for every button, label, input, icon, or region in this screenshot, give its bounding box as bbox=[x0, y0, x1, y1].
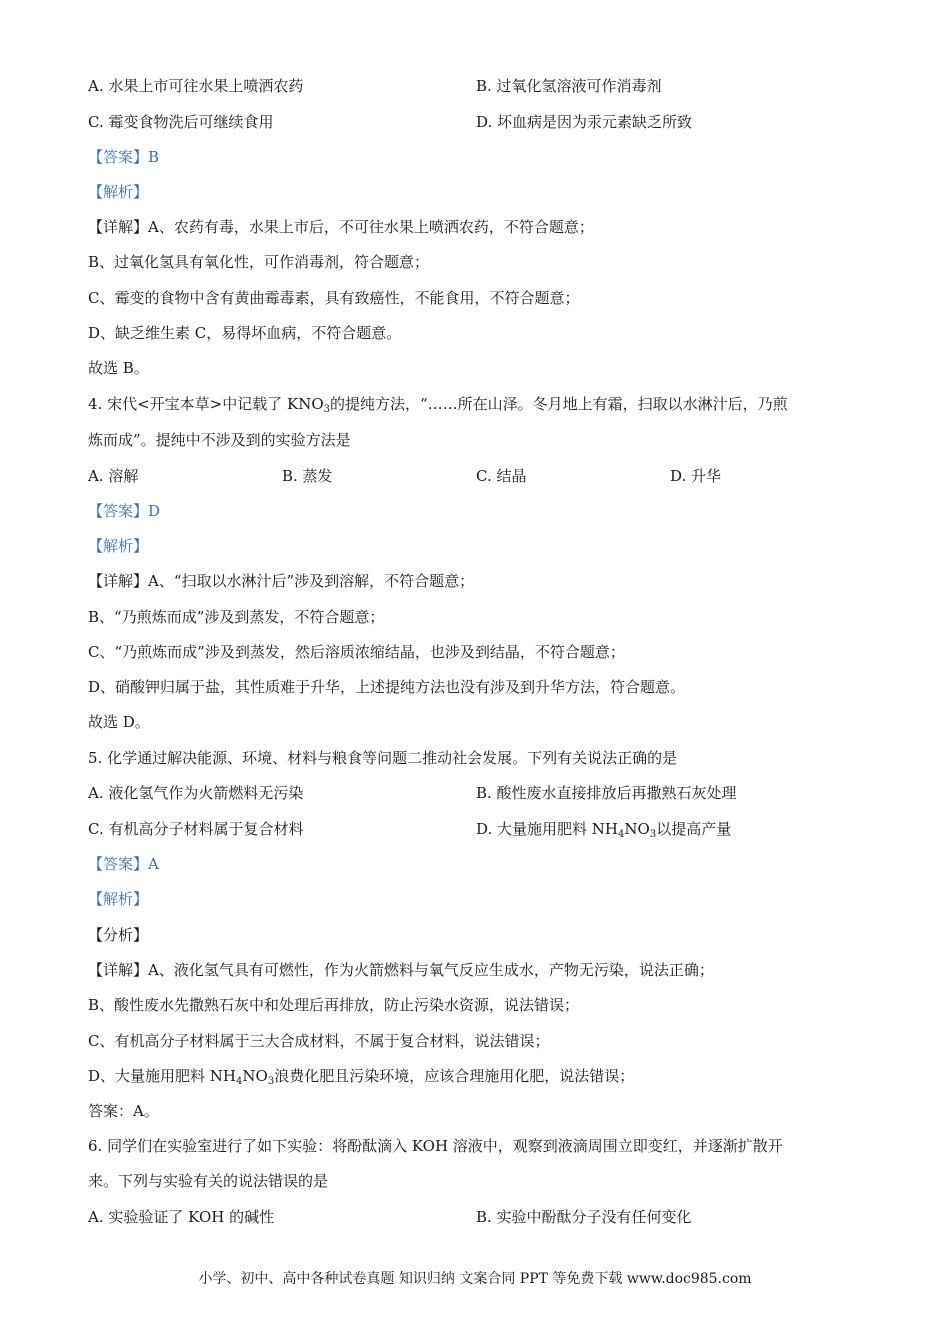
q4-option-b: B. 蒸发 bbox=[282, 467, 333, 485]
q5-detail-line: C、有机高分子材料属于三大合成材料，不属于复合材料，说法错误； bbox=[88, 1032, 550, 1050]
q5-option-d-post: 以提高产量 bbox=[656, 820, 732, 838]
q5-detail4-mid: NO bbox=[242, 1067, 268, 1085]
q5-option-a: A. 液化氢气作为火箭燃料无污染 bbox=[88, 784, 304, 802]
q4-stem-line2: 炼而成”。提纯中不涉及到的实验方法是 bbox=[88, 431, 351, 449]
q6-stem-line2: 来。下列与实验有关的说法错误的是 bbox=[88, 1172, 329, 1190]
q5-detail4-sub: 4 bbox=[236, 1076, 243, 1087]
q3-option-d: D. 坏血病是因为汞元素缺乏所致 bbox=[476, 113, 693, 131]
q5-stem: 5. 化学通过解决能源、环境、材料与粮食等问题二推动社会发展。下列有关说法正确的是 bbox=[88, 749, 678, 767]
q3-detail-line: 【详解】A、农药有毒，水果上市后，不可往水果上喷洒农药，不符合题意； bbox=[88, 218, 594, 236]
q5-option-d-pre: D. 大量施用肥料 NH bbox=[476, 820, 619, 838]
q4-conclusion: 故选 D。 bbox=[88, 713, 150, 731]
q5-option-b: B. 酸性废水直接排放后再撒熟石灰处理 bbox=[476, 784, 737, 802]
q3-option-b: B. 过氧化氢溶液可作消毒剂 bbox=[476, 77, 662, 95]
q5-option-d-mid: NO bbox=[624, 820, 650, 838]
q5-detail-line: B、酸性废水先撒熟石灰中和处理后再排放，防止污染水资源，说法错误； bbox=[88, 996, 580, 1014]
q4-option-a: A. 溶解 bbox=[88, 467, 139, 485]
q4-option-d: D. 升华 bbox=[670, 467, 722, 485]
q4-detail-line: D、硝酸钾归属于盐，其性质难于升华，上述提纯方法也没有涉及到升华方法，符合题意。 bbox=[88, 678, 686, 696]
q3-option-c: C. 霉变食物洗后可继续食用 bbox=[88, 113, 274, 131]
q5-option-c: C. 有机高分子材料属于复合材料 bbox=[88, 820, 304, 838]
q4-stem-post: 的提纯方法，“……所在山泽。冬月地上有霜，扫取以水淋汁后，乃煎 bbox=[330, 395, 788, 413]
q5-conclusion: 答案：A。 bbox=[88, 1102, 159, 1120]
q3-detail-line: D、缺乏维生素 C，易得坏血病，不符合题意。 bbox=[88, 324, 402, 342]
q5-detail4-pre: D、大量施用肥料 NH bbox=[88, 1067, 237, 1085]
q6-stem-line1: 6. 同学们在实验室进行了如下实验：将酚酞滴入 KOH 溶液中，观察到液滴周围立即变红，并逐渐扩散开 bbox=[88, 1137, 783, 1155]
q5-detail4-post: 浪费化肥且污染环境，应该合理施用化肥，说法错误； bbox=[274, 1067, 635, 1085]
q5-detail-line bbox=[88, 1065, 634, 1087]
q3-detail-line: B、过氧化氢具有氧化性，可作消毒剂，符合题意； bbox=[88, 253, 430, 271]
q3-option-a: A. 水果上市可往水果上喷洒农药 bbox=[88, 77, 304, 95]
page-footer: 小学、初中、高中各种试卷真题 知识归纳 文案合同 PPT 等免费下载 www.doc985.com bbox=[198, 1271, 752, 1287]
q4-stem-line1 bbox=[88, 393, 788, 415]
q5-detail4-sub: 3 bbox=[267, 1076, 275, 1087]
q5-analysis-label: 【解析】 bbox=[88, 890, 149, 908]
q6-option-a: A. 实验验证了 KOH 的碱性 bbox=[88, 1208, 275, 1226]
q4-detail-line: C、“乃煎炼而成”涉及到蒸发，然后溶质浓缩结晶，也涉及到结晶，不符合题意； bbox=[88, 643, 625, 661]
q4-stem-pre: 4. 宋代<开宝本草>中记载了 KNO bbox=[88, 395, 324, 413]
q5-fenxi-label: 【分析】 bbox=[88, 926, 149, 944]
q4-stem-sub: 3 bbox=[323, 404, 330, 415]
q5-option-d bbox=[476, 818, 731, 840]
q4-answer: 【答案】D bbox=[88, 502, 161, 520]
q4-detail-line: 【详解】A、“扫取以水淋汁后”涉及到溶解，不符合题意； bbox=[88, 572, 475, 590]
q5-option-d-sub: 3 bbox=[649, 829, 657, 840]
q6-option-b: B. 实验中酚酞分子没有任何变化 bbox=[476, 1208, 692, 1226]
q3-conclusion: 故选 B。 bbox=[88, 359, 149, 377]
q4-analysis-label: 【解析】 bbox=[88, 537, 149, 555]
q3-detail-line: C、霉变的食物中含有黄曲霉毒素，具有致癌性，不能食用，不符合题意； bbox=[88, 289, 580, 307]
q4-option-c: C. 结晶 bbox=[476, 467, 527, 485]
q5-answer: 【答案】A bbox=[88, 855, 159, 873]
q3-answer: 【答案】B bbox=[88, 148, 160, 166]
q5-option-d-sub: 4 bbox=[618, 829, 625, 840]
q5-detail-line: 【详解】A、液化氢气具有可燃性，作为火箭燃料与氧气反应生成水，产物无污染，说法正确； bbox=[88, 961, 714, 979]
q4-detail-line: B、“乃煎炼而成”涉及到蒸发，不符合题意； bbox=[88, 608, 385, 626]
q3-analysis-label: 【解析】 bbox=[88, 183, 149, 201]
